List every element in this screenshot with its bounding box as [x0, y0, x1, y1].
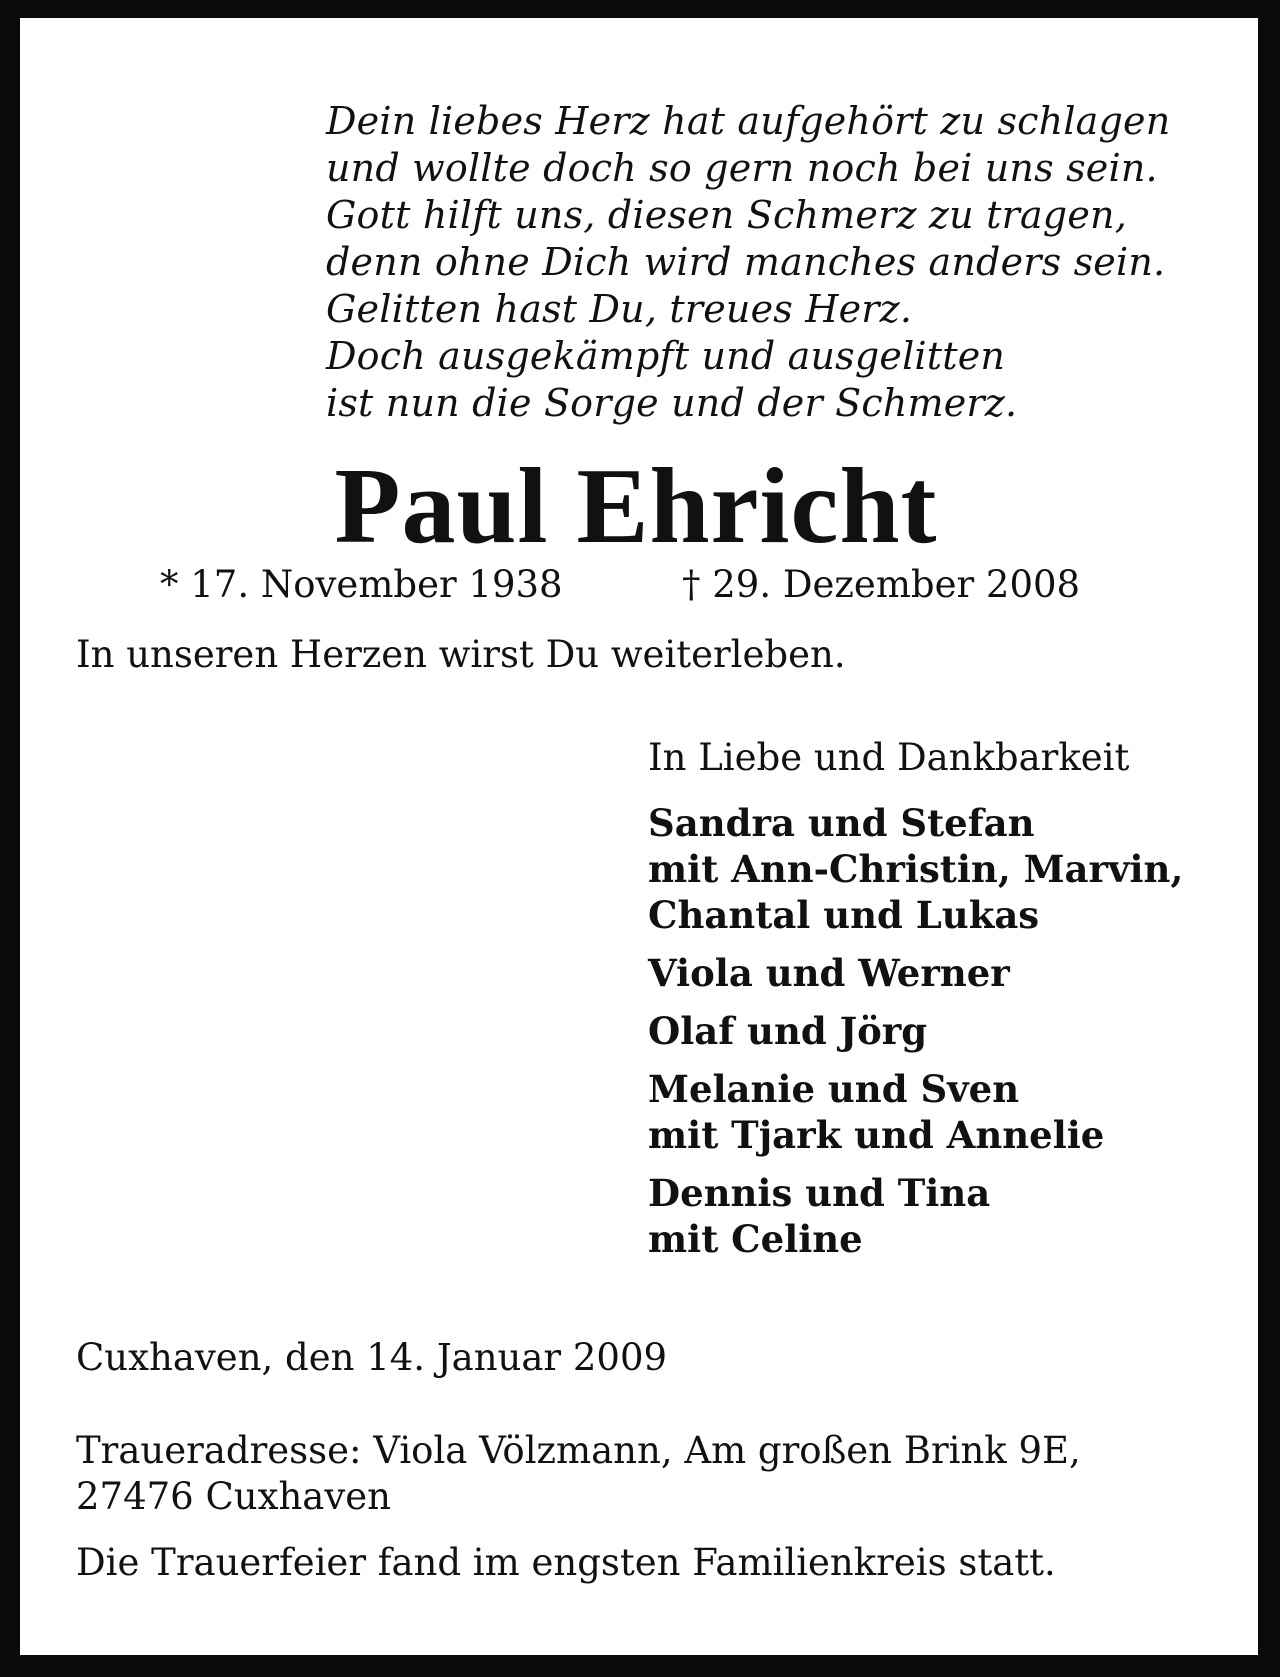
- mourner-group: [648, 1066, 1183, 1158]
- mourner-group: [648, 950, 1183, 996]
- mourner-line: Chantal und Lukas: [648, 893, 1040, 937]
- mourner-line: Melanie und Sven: [648, 1067, 1020, 1111]
- mourner-group: [648, 800, 1183, 938]
- address-line: 27476 Cuxhaven: [76, 1475, 391, 1518]
- poem-line: ist nun die Sorge und der Schmerz.: [326, 381, 1018, 425]
- mourner-line: Sandra und Stefan: [648, 801, 1035, 845]
- deceased-name-text: Paul Ehricht: [334, 447, 938, 566]
- mourning-address: [76, 1428, 1081, 1520]
- mourner-group: [648, 1170, 1183, 1262]
- mourner-line: mit Tjark und Annelie: [648, 1113, 1105, 1157]
- ceremony-note: Die Trauerfeier fand im engsten Familienkreis statt.: [76, 1541, 1056, 1584]
- address-line: Traueradresse: Viola Völzmann, Am großen Brink 9E,: [76, 1429, 1081, 1472]
- poem-line: denn ohne Dich wird manches anders sein.: [326, 240, 1166, 284]
- mourner-line: Viola und Werner: [648, 951, 1010, 995]
- poem-line: Doch ausgekämpft und ausgelitten: [326, 334, 1006, 378]
- poem-line: und wollte doch so gern noch bei uns sein.: [326, 146, 1158, 190]
- poem-line: Gelitten hast Du, treues Herz.: [326, 287, 913, 331]
- memory-line: In unseren Herzen wirst Du weiterleben.: [76, 633, 846, 676]
- mourner-line: mit Ann-Christin, Marvin,: [648, 847, 1184, 891]
- mourner-line: Olaf und Jörg: [648, 1009, 928, 1053]
- mourner-group: [648, 1008, 1183, 1054]
- death-date: † 29. Dezember 2008: [682, 563, 1081, 606]
- place-date: Cuxhaven, den 14. Januar 2009: [76, 1336, 668, 1379]
- poem-line: Dein liebes Herz hat aufgehört zu schlagen: [326, 99, 1171, 143]
- mourner-line: mit Celine: [648, 1217, 863, 1261]
- gratitude-line: In Liebe und Dankbarkeit: [648, 736, 1130, 779]
- poem-line: Gott hilft uns, diesen Schmerz zu tragen,: [326, 193, 1127, 237]
- birth-date: * 17. November 1938: [160, 563, 563, 606]
- deceased-name: [0, 447, 1280, 566]
- mourner-line: Dennis und Tina: [648, 1171, 991, 1215]
- poem: [326, 98, 1170, 427]
- mourners-list: [648, 800, 1183, 1274]
